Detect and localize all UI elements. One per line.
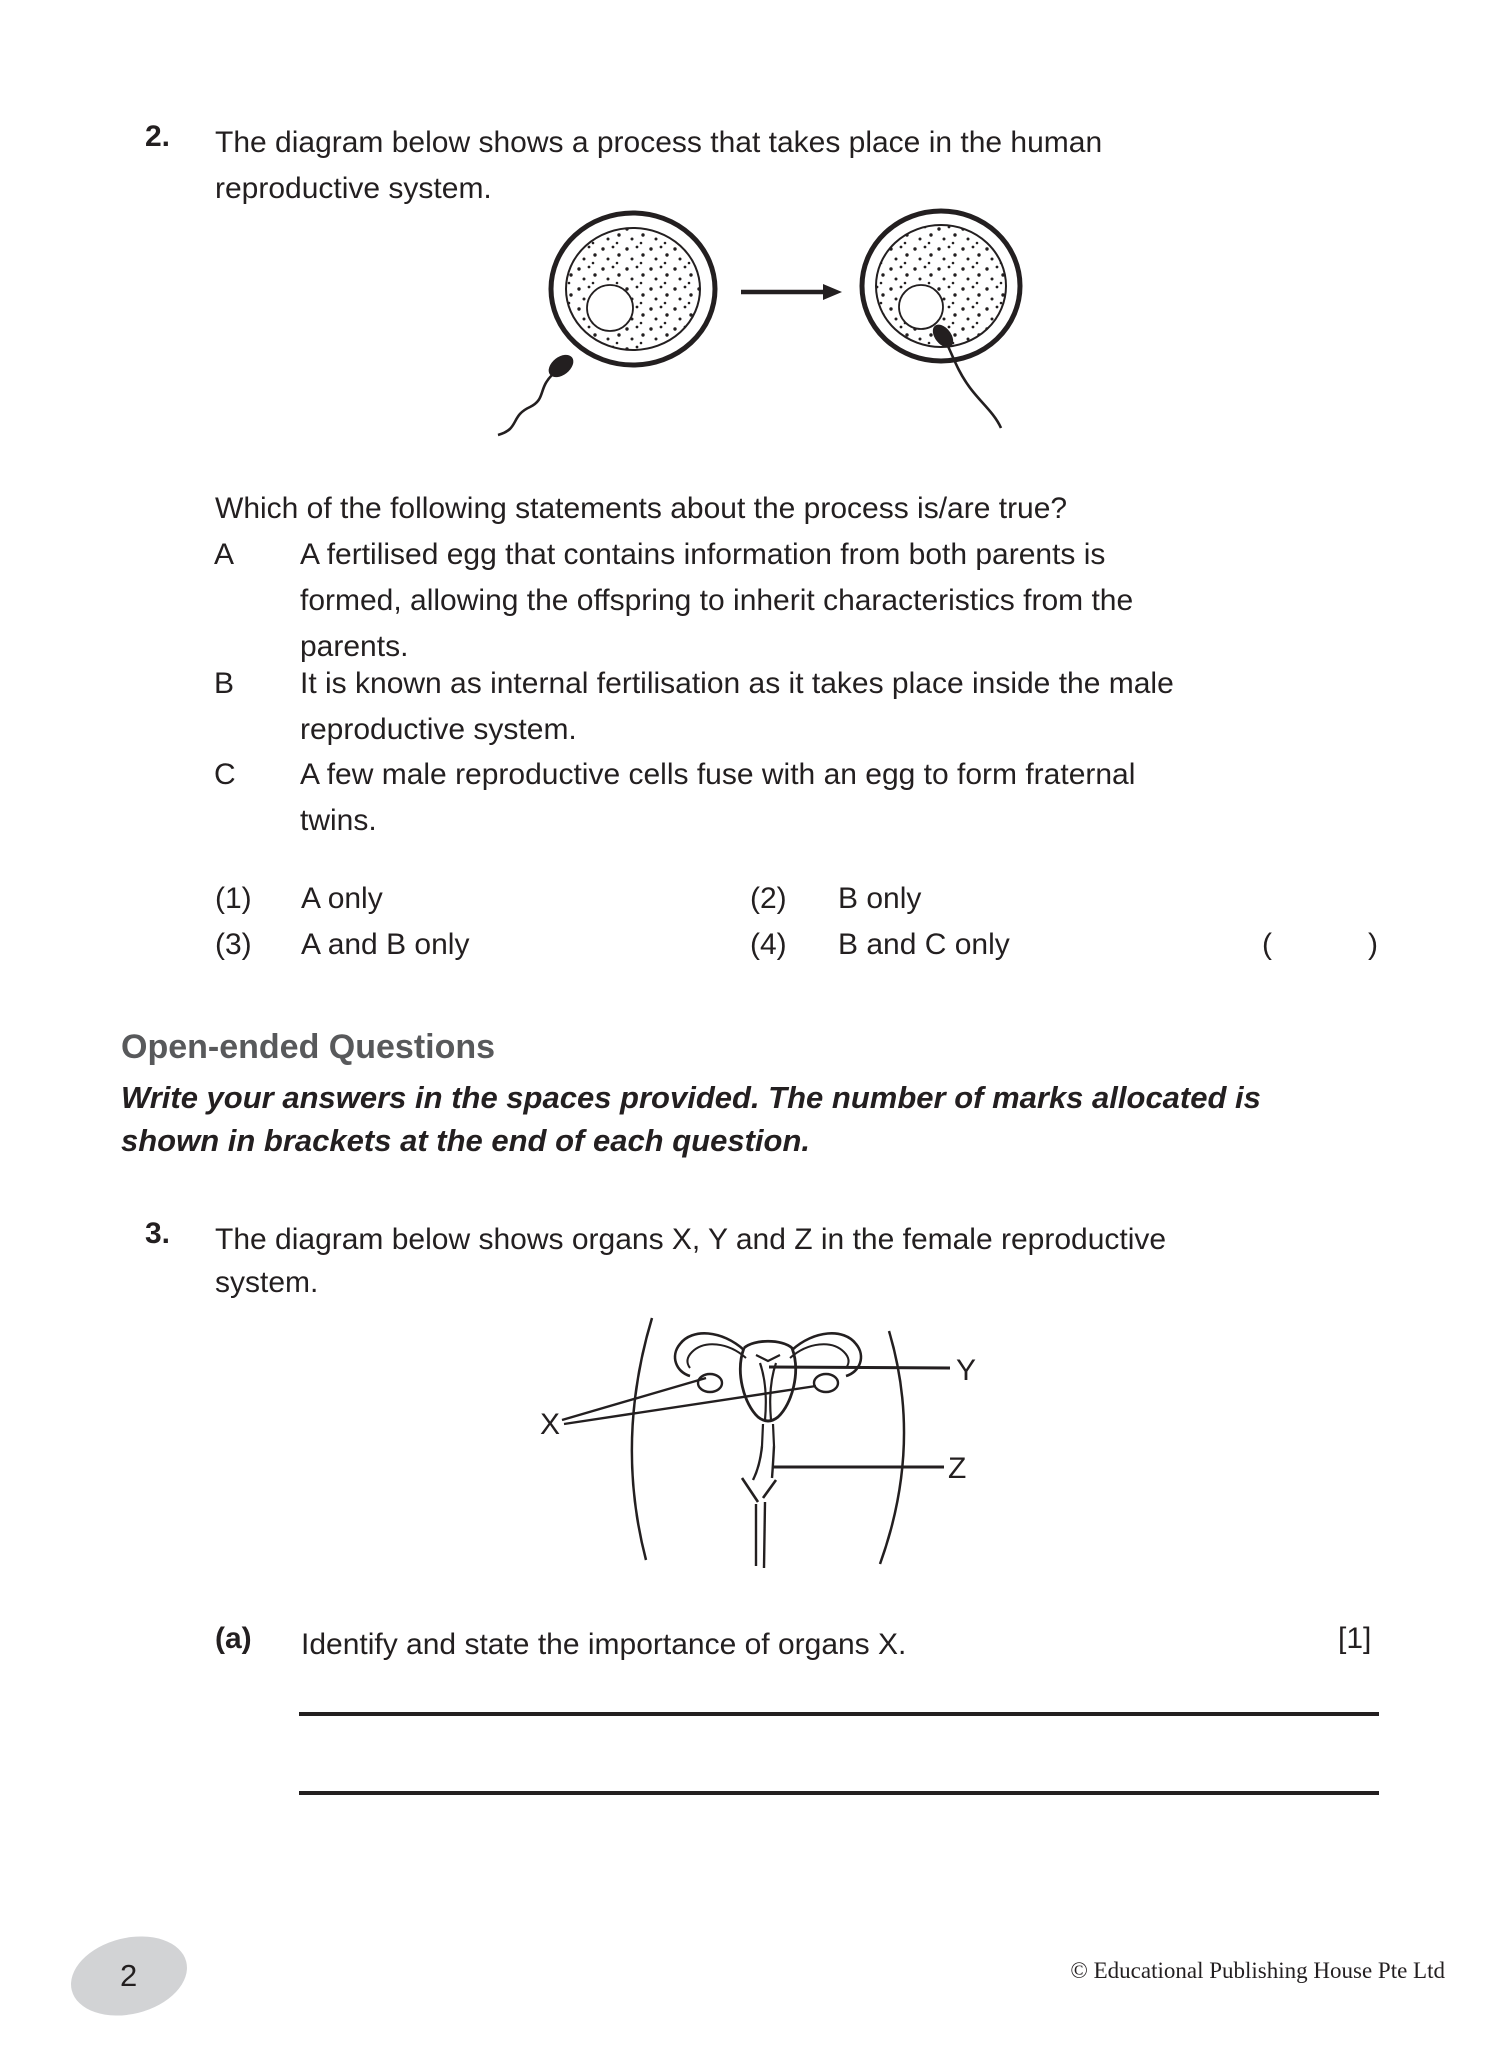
copyright-notice: © Educational Publishing House Pte Ltd — [1070, 1958, 1445, 1983]
female-reproductive-diagram — [520, 1310, 1020, 1605]
statement-a-line: formed, allowing the offspring to inherit characteristics from the — [300, 584, 1134, 617]
section-heading: Open-ended Questions — [121, 1028, 496, 1066]
body-outline-right — [880, 1331, 904, 1564]
answer-bracket-open: ( — [1262, 928, 1272, 961]
egg-cell-before — [551, 213, 715, 365]
statement-b-line: reproductive system. — [300, 713, 577, 746]
fallopian-tubes — [675, 1333, 861, 1376]
question-2-number: 2. — [145, 120, 171, 153]
diagram-label-y: Y — [956, 1354, 977, 1387]
body-outline-left — [632, 1318, 652, 1560]
question-3-prompt-line-1: The diagram below shows organs X, Y and Z in the female reproductive — [215, 1223, 1167, 1256]
section-instructions-line-1: Write your answers in the spaces provided. The number of marks allocated is — [121, 1080, 1261, 1115]
fertilisation-diagram — [480, 185, 1060, 445]
part-a-number: (a) — [215, 1622, 252, 1655]
page-number: 2 — [120, 1958, 138, 1993]
option-2-number: (2) — [750, 882, 787, 915]
option-1-number: (1) — [215, 882, 252, 915]
vagina — [742, 1446, 776, 1568]
statement-a-line: parents. — [300, 630, 409, 663]
option-4-number: (4) — [750, 928, 787, 961]
answer-line — [299, 1791, 1379, 1795]
option-4-label: B and C only — [838, 928, 1010, 961]
option-3-number: (3) — [215, 928, 252, 961]
label-y-line — [769, 1367, 950, 1368]
ovary-right — [814, 1374, 838, 1392]
answer-bracket-close: ) — [1368, 928, 1378, 961]
ovary-left — [698, 1374, 722, 1392]
sperm-cell-outside — [498, 350, 578, 435]
egg-nucleus — [899, 285, 943, 329]
statement-c — [214, 752, 1135, 844]
question-3-prompt-line-2: system. — [215, 1266, 319, 1299]
section-instructions-line-2: shown in brackets at the end of each question. — [121, 1123, 811, 1158]
statement-c-label: C — [214, 758, 236, 791]
statement-a — [214, 532, 1133, 670]
part-a-marks: [1] — [1338, 1622, 1372, 1655]
option-2-label: B only — [838, 882, 922, 915]
egg-nucleus — [587, 285, 633, 331]
diagram-label-x: X — [540, 1408, 561, 1441]
statement-b — [214, 661, 1174, 753]
option-1-label: A only — [301, 882, 383, 915]
statement-a-label: A — [214, 538, 235, 571]
statement-b-label: B — [214, 667, 235, 700]
statement-a-line: A fertilised egg that contains information from both parents is — [300, 538, 1106, 571]
question-2-sub-question: Which of the following statements about the process is/are true? — [215, 492, 1068, 525]
answer-line — [299, 1712, 1379, 1716]
statement-c-line: A few male reproductive cells fuse with an egg to form fraternal — [300, 758, 1136, 791]
diagram-label-z: Z — [948, 1452, 967, 1485]
question-2-prompt-line-2: reproductive system. — [215, 172, 492, 205]
page-number-badge — [63, 1925, 196, 2027]
question-2-prompt-line-1: The diagram below shows a process that takes place in the human — [215, 126, 1103, 159]
process-arrow-icon — [741, 284, 842, 300]
statement-c-line: twins. — [300, 804, 377, 837]
part-a-question: Identify and state the importance of organs X. — [301, 1628, 907, 1661]
option-3-label: A and B only — [301, 928, 470, 961]
question-3-number: 3. — [145, 1217, 171, 1250]
statement-b-line: It is known as internal fertilisation as it takes place inside the male — [300, 667, 1174, 700]
